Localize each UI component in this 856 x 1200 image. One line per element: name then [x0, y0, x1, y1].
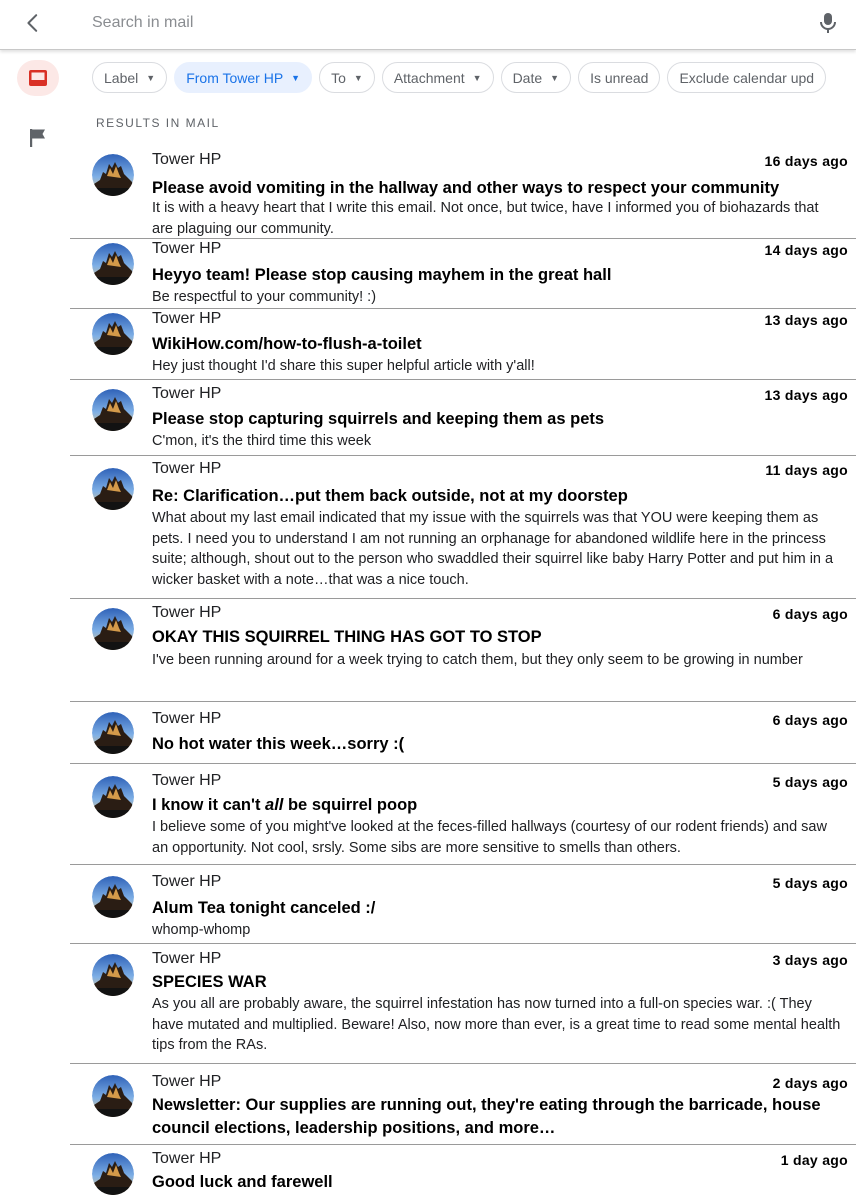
tower-avatar-image	[92, 608, 134, 650]
filter-chip-attachment[interactable]	[382, 62, 494, 93]
email-row[interactable]	[70, 456, 856, 599]
filter-chip-label: To	[331, 69, 346, 86]
back-button[interactable]	[18, 8, 48, 38]
timestamp: 5 days ago	[772, 875, 848, 891]
email-subject: No hot water this week…sorry :(	[152, 735, 405, 753]
tower-avatar-image	[92, 1153, 134, 1195]
email-row[interactable]	[70, 380, 856, 456]
avatar	[92, 954, 134, 996]
search-input[interactable]	[92, 10, 772, 36]
tower-avatar-image	[92, 954, 134, 996]
avatar	[92, 712, 134, 754]
sender-name: Tower HP	[152, 873, 222, 890]
tower-avatar-image	[92, 313, 134, 355]
caret-down-icon: ▼	[550, 72, 560, 83]
filter-chip-label: Is unread	[590, 69, 649, 86]
avatar	[92, 243, 134, 285]
email-subject: Good luck and farewell	[152, 1173, 333, 1191]
timestamp: 11 days ago	[765, 462, 848, 478]
email-snippet: Hey just thought I'd share this super helpful article with y'all!	[152, 358, 535, 374]
timestamp: 1 day ago	[780, 1152, 848, 1168]
arrow-left-icon	[22, 12, 44, 34]
sender-name: Tower HP	[152, 385, 222, 402]
email-row[interactable]	[70, 764, 856, 865]
avatar	[92, 876, 134, 918]
left-rail	[0, 50, 76, 1200]
filter-chip-exclude-calendar-upd[interactable]	[667, 62, 826, 93]
email-subject: OKAY THIS SQUIRREL THING HAS GOT TO STOP	[152, 628, 542, 646]
email-subject: Alum Tea tonight canceled :/	[152, 899, 376, 917]
caret-down-icon: ▼	[146, 72, 156, 83]
sender-name: Tower HP	[152, 240, 222, 257]
email-row[interactable]	[70, 702, 856, 764]
caret-down-icon: ▼	[472, 72, 482, 83]
email-subject: Heyyo team! Please stop causing mayhem in the great hall	[152, 266, 612, 284]
tower-avatar-image	[92, 468, 134, 510]
avatar	[92, 776, 134, 818]
email-row[interactable]	[70, 599, 856, 702]
caret-down-icon: ▼	[291, 72, 301, 83]
filter-chip-from-tower-hp[interactable]	[174, 62, 312, 93]
sender-name: Tower HP	[152, 151, 222, 168]
voice-search-button[interactable]	[814, 8, 842, 38]
filter-chip-label: Label	[104, 69, 139, 86]
email-row[interactable]	[70, 140, 856, 239]
microphone-icon	[819, 12, 837, 34]
filter-chip-label: Attachment	[393, 69, 465, 86]
timestamp: 5 days ago	[772, 774, 848, 790]
avatar	[92, 313, 134, 355]
email-snippet: As you all are probably aware, the squirrel infestation has now turned into a full-on species war. :( They have mutated and multiplied. Beware! Also, now more than ever, is a great time to read some mental health tips from the RAs.	[152, 996, 841, 1053]
avatar	[92, 1153, 134, 1195]
avatar	[92, 608, 134, 650]
filter-chip-label: From Tower HP	[186, 69, 284, 86]
email-snippet: What about my last email indicated that my issue with the squirrels was that YOU were keeping them as pets. I need you to understand I am not running an orphanage for abandoned wildlife here in the princess suite; although, shout out to the person who swaddled their squirrel like baby Harry Potter and put him in a wicker basket with a note…that was a nice touch.	[152, 510, 834, 588]
email-snippet: Be respectful to your community! :)	[152, 289, 377, 305]
email-row[interactable]	[70, 309, 856, 380]
tower-avatar-image	[92, 776, 134, 818]
email-snippet: C'mon, it's the third time this week	[152, 433, 372, 449]
subject-part: be squirrel poop	[283, 796, 418, 814]
sender-name: Tower HP	[152, 772, 222, 789]
email-row[interactable]	[70, 1145, 856, 1200]
tower-avatar-image	[92, 1075, 134, 1117]
timestamp: 14 days ago	[764, 242, 848, 258]
tower-avatar-image	[92, 389, 134, 431]
results-label: RESULTS IN MAIL	[96, 116, 220, 130]
timestamp: 3 days ago	[772, 952, 848, 968]
email-subject: Please stop capturing squirrels and keeping them as pets	[152, 410, 605, 428]
timestamp: 16 days ago	[764, 153, 848, 169]
sender-name: Tower HP	[152, 1150, 222, 1167]
email-subject: Please avoid vomiting in the hallway and other ways to respect your community	[152, 179, 780, 197]
sender-name: Tower HP	[152, 1073, 222, 1090]
email-subject: Newsletter: Our supplies are running out, they're eating through the barricade, house council elections, leadership positions, and more…	[152, 1096, 821, 1137]
filter-chip-date[interactable]	[501, 62, 572, 93]
avatar	[92, 1075, 134, 1117]
search-bar	[0, 0, 856, 50]
timestamp: 13 days ago	[764, 387, 848, 403]
email-subject	[152, 794, 832, 817]
timestamp: 6 days ago	[772, 712, 848, 728]
flag-icon	[29, 128, 47, 148]
filter-chip-is-unread[interactable]	[578, 62, 660, 93]
email-snippet: I believe some of you might've looked at the feces-filled hallways (courtesy of our rodent friends) and saw an opportunity. Not cool, srsly. Some sibs are more sensitive to smells than others.	[152, 819, 827, 856]
email-row[interactable]	[70, 239, 856, 309]
subject-emphasis: all	[265, 796, 284, 814]
timestamp: 13 days ago	[764, 312, 848, 328]
avatar	[92, 154, 134, 196]
sender-name: Tower HP	[152, 460, 222, 477]
email-subject: WikiHow.com/how-to-flush-a-toilet	[152, 335, 422, 353]
sender-name: Tower HP	[152, 950, 222, 967]
email-snippet: It is with a heavy heart that I write this email. Not once, but twice, have I informed you of biohazards that are plaguing our community.	[152, 200, 819, 237]
filter-chip-label: Exclude calendar upd	[679, 69, 815, 86]
email-row[interactable]	[70, 944, 856, 1064]
tower-avatar-image	[92, 154, 134, 196]
sender-name: Tower HP	[152, 604, 222, 621]
subject-part: I know it can't	[152, 796, 266, 814]
sender-name: Tower HP	[152, 310, 222, 327]
email-snippet: I've been running around for a week trying to catch them, but they only seem to be growing in number	[152, 652, 803, 668]
inbox-icon	[28, 69, 48, 87]
email-snippet: whomp-whomp	[152, 922, 251, 938]
flag-button[interactable]	[26, 126, 50, 150]
filter-chip-label: Date	[512, 69, 543, 86]
avatar	[92, 468, 134, 510]
filter-chip-to[interactable]	[319, 62, 375, 93]
email-subject: SPECIES WAR	[152, 973, 267, 991]
tower-avatar-image	[92, 243, 134, 285]
avatar	[92, 389, 134, 431]
email-row[interactable]	[70, 1064, 856, 1145]
caret-down-icon: ▼	[353, 72, 363, 83]
timestamp: 6 days ago	[772, 606, 848, 622]
sender-name: Tower HP	[152, 710, 222, 727]
email-row[interactable]	[70, 865, 856, 944]
tower-avatar-image	[92, 712, 134, 754]
tower-avatar-image	[92, 876, 134, 918]
inbox-button[interactable]	[17, 60, 59, 96]
timestamp: 2 days ago	[772, 1075, 848, 1091]
filter-chip-label[interactable]	[92, 62, 167, 93]
filter-chips	[92, 62, 856, 96]
email-subject: Re: Clarification…put them back outside, not at my doorstep	[152, 487, 628, 505]
